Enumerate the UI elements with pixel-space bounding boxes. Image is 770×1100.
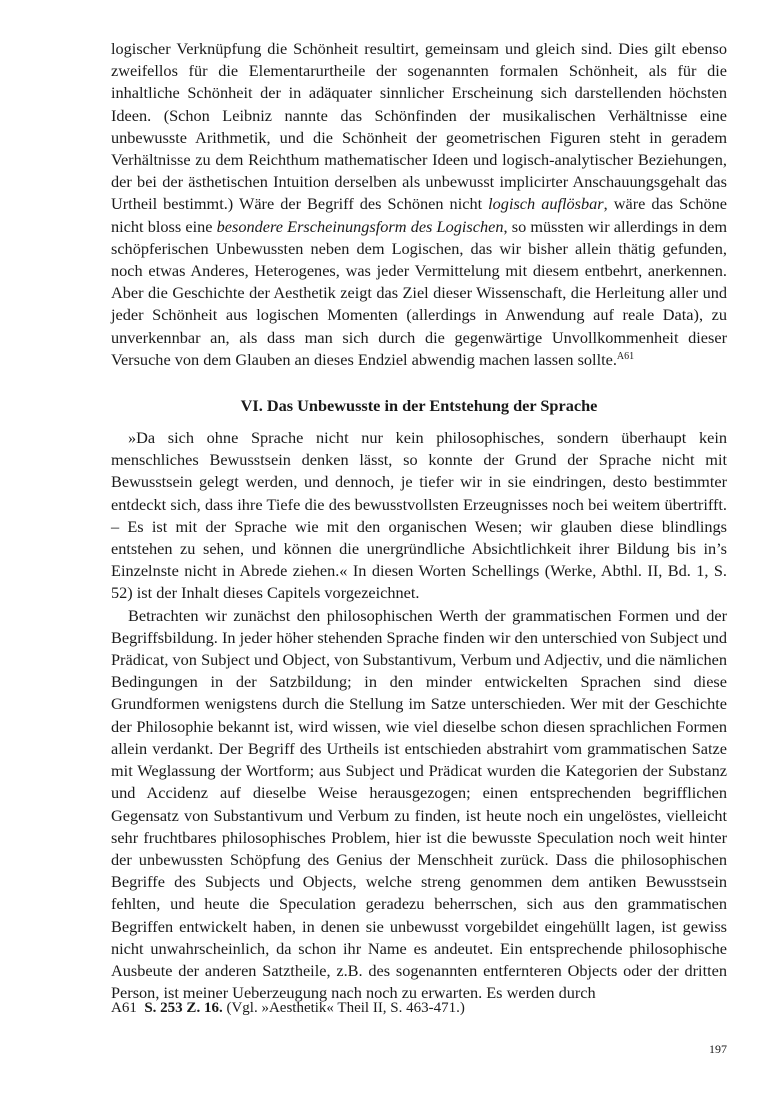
paragraph-aesthetics [111,38,727,371]
paragraph-text: , so müssten wir allerdings in dem schöpferischen Unbewussten neben dem Logischen, das wir bisher allein thätig gefunden, noch etwas Anderes, Heterogenes, was jeder Vermittelung mit diesem entbehrt, anerkennen. Aber die Geschichte der Aesthetik zeigt das Ziel dieser Wissenschaft, die Herleitung aller und jeder Schönheit aus logischen Momenten (allerdings in Anwendung auf reale Data), zu unverkennbar an, als dass man sich durch die gegenwärtige Unvollkommenheit dieser Versuche von dem Glauben an dieses Endziel abwendig machen lassen sollte. [111,216,728,369]
paragraph-text: , wäre das Schöne nicht bloss eine [111,194,728,236]
page-number: 197 [709,1042,727,1056]
paragraph-quote: »Da sich ohne Sprache nicht nur kein philosophisches, sondern überhaupt kein menschliches Bewusstsein denken lässt, so konnte der Grund der Sprache nicht mit Bewusstsein gelegt werden, und dennoch, je tiefer wir in sie eindringen, desto bestimmter entdeckt sich, dass ihre Tiefe die des bewusstvollsten Erzeugnisses noch bei weitem übertrifft. – Es ist mit der Sprache wie mit den organischen Wesen; wir glauben diese blindlings entstehen zu sehen, und können die unergründliche Absichtlichkeit ihrer Bildung bis in’s Einzelnste nicht in Abrede ziehen.« In diesen Worten Schellings (Werke, Abthl. II, Bd. 1, S. 52) ist der Inhalt dieses Capitels vorgezeichnet. [111,428,727,603]
paragraph-grammar: Betrachten wir zunächst den philosophischen Werth der grammatischen Formen und der Begriffsbildung. In jeder höher stehenden Sprache finden wir den unterschied von Subject und Prädicat, von Subject und Object, von Substantivum, Verbum und Adjectiv, und die nämlichen Bedingungen in der Satzbildung; in den minder entwickelten Sprachen sind diese Grundformen wenigstens durch die Stellung im Satze unterschieden. Wer mit der Geschichte der Philosophie bekannt ist, wird wissen, wie viel dieselbe schon diesen sprachlichen Formen allein verdankt. Der Begriff des Urtheils ist entschieden abstrahirt vom grammatischen Satze mit Weglassung der Wortform; aus Subject und Prädicat wurden die Kategorien der Substanz und Accidenz auf dieselbe Weise herausgezogen; einen entsprechenden begrifflichen Gegensatz von Substantivum und Verbum zu finden, ist heute noch ein ungelöstes, vielleicht sehr fruchtbares philosophisches Problem, hier ist die bewusste Speculation noch weit hinter der unbewussten Schöpfung des Genius der Menschheit zurück. Dass die philosophischen Begriffe des Subjects und Objects, welche streng genommen dem antiken Bewusstsein fehlten, und heute die Speculation geradezu beherrschen, sich aus den grammatischen Begriffen entwickelt haben, in denen sie unbewusst vorgebildet eingehüllt lagen, ist gewiss nicht unwahrscheinlich, da schon ihr Name es andeutet. Ein entsprechende philosophische Ausbeute der anderen Satztheile, z.B. des sogenannten entfernteren Objects oder der dritten Person, ist meiner Ueberzeugung nach noch zu erwarten. Es werden durch [111,605,727,1003]
body-text [111,38,727,1004]
paragraph-text: logischer Verknüpfung die Schönheit resultirt, gemeinsam und gleich sind. Dies gilt ebenso zweifellos für die Elementarurtheile der sogenannten formalen Schönheit, als für die inhaltliche Schönheit der in adäquater sinnlicher Erscheinung sich darstellenden höchsten Ideen. (Schon Leibniz nannte das Schönfinden der musikalischen Verhältnisse eine unbewusste Arithmetik, und die Schönheit der geometrischen Figuren steht in geradem Verhältnisse zu dem Reichthum mathematischer Ideen und logisch-analytischer Beziehungen, der bei der ästhetischen Intuition derselben als unbewusst implicirter Anschauungsgehalt das Urtheil bestimmt.) Wäre der Begriff des Schönen nicht [111,39,727,214]
emphasis: logisch auflösbar [488,194,604,214]
footnote-reference: S. 253 Z. 16. [144,1000,223,1016]
footnote-text: (Vgl. »Aesthetik« Theil II, S. 463-471.) [226,1000,465,1016]
footnote [111,998,727,1018]
footnote-marker: A61 [616,350,635,362]
section-heading: VI. Das Unbewusste in der Entstehung der Sprache [240,396,598,416]
emphasis: besondere Erscheinungsform des Logischen [216,216,504,236]
footnote-label: A61 [111,1000,137,1016]
